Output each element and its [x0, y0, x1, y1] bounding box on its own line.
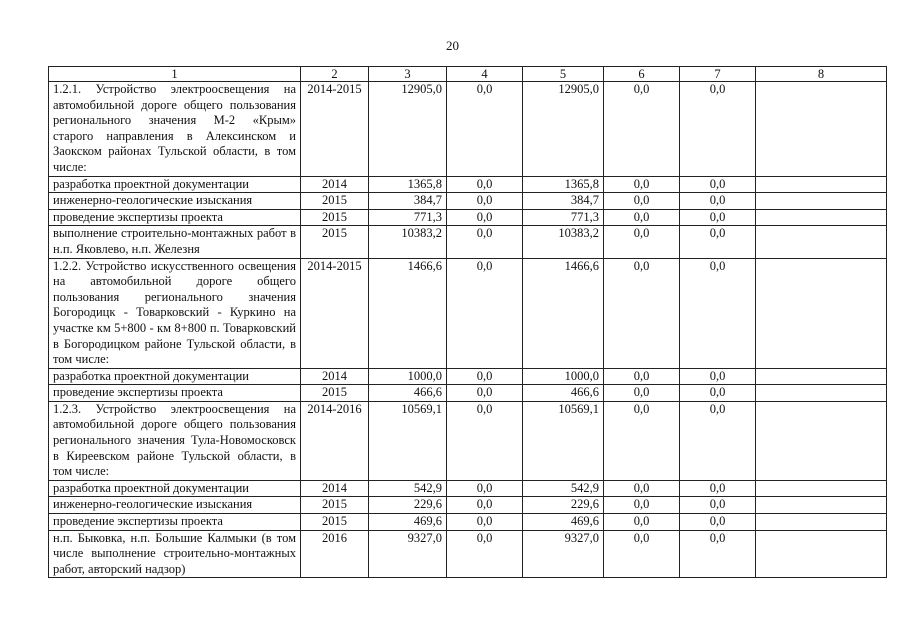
row-col5-value: 10383,2 — [523, 226, 604, 258]
row-description: разработка проектной документации — [49, 480, 301, 497]
row-period: 2014 — [301, 368, 369, 385]
row-col7-value: 0,0 — [680, 368, 756, 385]
row-period: 2014-2015 — [301, 258, 369, 368]
row-col6-value: 0,0 — [604, 193, 680, 210]
row-col7-value: 0,0 — [680, 176, 756, 193]
row-period: 2015 — [301, 193, 369, 210]
row-col3-value: 10383,2 — [369, 226, 447, 258]
table-row — [49, 385, 887, 402]
row-col6-value: 0,0 — [604, 258, 680, 368]
row-col7-value: 0,0 — [680, 258, 756, 368]
row-col8-value — [756, 497, 887, 514]
row-col6-value: 0,0 — [604, 514, 680, 531]
row-col4-value: 0,0 — [447, 480, 523, 497]
row-col3-value: 10569,1 — [369, 401, 447, 480]
row-description: инженерно-геологические изыскания — [49, 193, 301, 210]
row-col3-value: 384,7 — [369, 193, 447, 210]
row-col4-value: 0,0 — [447, 193, 523, 210]
row-col6-value: 0,0 — [604, 480, 680, 497]
row-col8-value — [756, 193, 887, 210]
row-col7-value: 0,0 — [680, 226, 756, 258]
row-col3-value: 9327,0 — [369, 530, 447, 578]
row-col5-value: 1466,6 — [523, 258, 604, 368]
row-col3-value: 469,6 — [369, 514, 447, 531]
row-col6-value: 0,0 — [604, 530, 680, 578]
table-row — [49, 258, 887, 368]
row-col7-value: 0,0 — [680, 82, 756, 177]
row-description: проведение экспертизы проекта — [49, 385, 301, 402]
row-col7-value: 0,0 — [680, 530, 756, 578]
table-row — [49, 176, 887, 193]
row-description: выполнение строительно-монтажных работ в н.п. Яковлево, н.п. Железня — [49, 226, 301, 258]
table-row — [49, 368, 887, 385]
row-col4-value: 0,0 — [447, 368, 523, 385]
row-col3-value: 1365,8 — [369, 176, 447, 193]
row-col8-value — [756, 514, 887, 531]
row-col8-value — [756, 385, 887, 402]
row-col6-value: 0,0 — [604, 497, 680, 514]
column-header: 8 — [756, 67, 887, 82]
row-col3-value: 12905,0 — [369, 82, 447, 177]
row-col7-value: 0,0 — [680, 209, 756, 226]
row-col6-value: 0,0 — [604, 385, 680, 402]
row-col8-value — [756, 226, 887, 258]
row-description: 1.2.2. Устройство искусственного освещения на автомобильной дороге общего пользования регионального значения Богородицк - Товарковский - Куркино на участке км 5+800 - км 8+800 п. Товарковский в Богородицком районе Тульской области, в том числе: — [49, 258, 301, 368]
row-description: н.п. Быковка, н.п. Большие Калмыки (в том числе выполнение строительно-монтажных работ, авторский надзор) — [49, 530, 301, 578]
table-row — [49, 209, 887, 226]
row-col4-value: 0,0 — [447, 530, 523, 578]
column-header: 1 — [49, 67, 301, 82]
row-period: 2015 — [301, 226, 369, 258]
row-period: 2015 — [301, 209, 369, 226]
row-col4-value: 0,0 — [447, 82, 523, 177]
row-col5-value: 12905,0 — [523, 82, 604, 177]
row-period: 2014-2016 — [301, 401, 369, 480]
header-row — [49, 67, 887, 82]
row-col6-value: 0,0 — [604, 401, 680, 480]
row-col7-value: 0,0 — [680, 480, 756, 497]
table-row — [49, 82, 887, 177]
row-col6-value: 0,0 — [604, 82, 680, 177]
row-col4-value: 0,0 — [447, 385, 523, 402]
row-description: 1.2.1. Устройство электроосвещения на автомобильной дороге общего пользования регионального значения М-2 «Крым» старого направления в Алексинском и Заокском районах Тульской области, в том числе: — [49, 82, 301, 177]
row-col4-value: 0,0 — [447, 401, 523, 480]
row-col4-value: 0,0 — [447, 176, 523, 193]
row-col5-value: 384,7 — [523, 193, 604, 210]
row-col6-value: 0,0 — [604, 226, 680, 258]
row-col4-value: 0,0 — [447, 497, 523, 514]
row-description: проведение экспертизы проекта — [49, 209, 301, 226]
row-col8-value — [756, 368, 887, 385]
row-description: инженерно-геологические изыскания — [49, 497, 301, 514]
row-col7-value: 0,0 — [680, 401, 756, 480]
row-col8-value — [756, 530, 887, 578]
row-col8-value — [756, 82, 887, 177]
row-col3-value: 1000,0 — [369, 368, 447, 385]
row-col8-value — [756, 176, 887, 193]
row-period: 2014-2015 — [301, 82, 369, 177]
page-number: 20 — [446, 38, 459, 53]
row-col4-value: 0,0 — [447, 209, 523, 226]
row-col3-value: 466,6 — [369, 385, 447, 402]
row-col5-value: 469,6 — [523, 514, 604, 531]
row-period: 2016 — [301, 530, 369, 578]
row-col4-value: 0,0 — [447, 514, 523, 531]
row-col6-value: 0,0 — [604, 209, 680, 226]
row-period: 2015 — [301, 497, 369, 514]
row-col3-value: 771,3 — [369, 209, 447, 226]
column-header: 4 — [447, 67, 523, 82]
row-col5-value: 1000,0 — [523, 368, 604, 385]
column-header: 2 — [301, 67, 369, 82]
row-col3-value: 229,6 — [369, 497, 447, 514]
row-col7-value: 0,0 — [680, 497, 756, 514]
row-col4-value: 0,0 — [447, 226, 523, 258]
column-header: 3 — [369, 67, 447, 82]
row-col5-value: 229,6 — [523, 497, 604, 514]
column-header: 6 — [604, 67, 680, 82]
row-col6-value: 0,0 — [604, 176, 680, 193]
row-col5-value: 1365,8 — [523, 176, 604, 193]
row-col5-value: 542,9 — [523, 480, 604, 497]
row-period: 2014 — [301, 480, 369, 497]
table-row — [49, 514, 887, 531]
row-col7-value: 0,0 — [680, 385, 756, 402]
row-col5-value: 10569,1 — [523, 401, 604, 480]
row-col6-value: 0,0 — [604, 368, 680, 385]
row-description: проведение экспертизы проекта — [49, 514, 301, 531]
row-col3-value: 1466,6 — [369, 258, 447, 368]
row-col8-value — [756, 480, 887, 497]
row-description: 1.2.3. Устройство электроосвещения на автомобильной дороге общего пользования регионального значения Тула-Новомосковск в Киреевском районе Тульской области, в том числе: — [49, 401, 301, 480]
column-header: 5 — [523, 67, 604, 82]
column-header: 7 — [680, 67, 756, 82]
table-row — [49, 401, 887, 480]
row-col8-value — [756, 209, 887, 226]
table-row — [49, 497, 887, 514]
row-col8-value — [756, 258, 887, 368]
row-col5-value: 771,3 — [523, 209, 604, 226]
row-period: 2015 — [301, 385, 369, 402]
table-row — [49, 193, 887, 210]
row-col5-value: 9327,0 — [523, 530, 604, 578]
row-col5-value: 466,6 — [523, 385, 604, 402]
row-description: разработка проектной документации — [49, 176, 301, 193]
row-col4-value: 0,0 — [447, 258, 523, 368]
table-row — [49, 530, 887, 578]
row-col3-value: 542,9 — [369, 480, 447, 497]
row-col7-value: 0,0 — [680, 514, 756, 531]
budget-table — [48, 66, 887, 578]
row-col7-value: 0,0 — [680, 193, 756, 210]
row-description: разработка проектной документации — [49, 368, 301, 385]
row-period: 2014 — [301, 176, 369, 193]
row-period: 2015 — [301, 514, 369, 531]
table-row — [49, 480, 887, 497]
row-col8-value — [756, 401, 887, 480]
table-row — [49, 226, 887, 258]
